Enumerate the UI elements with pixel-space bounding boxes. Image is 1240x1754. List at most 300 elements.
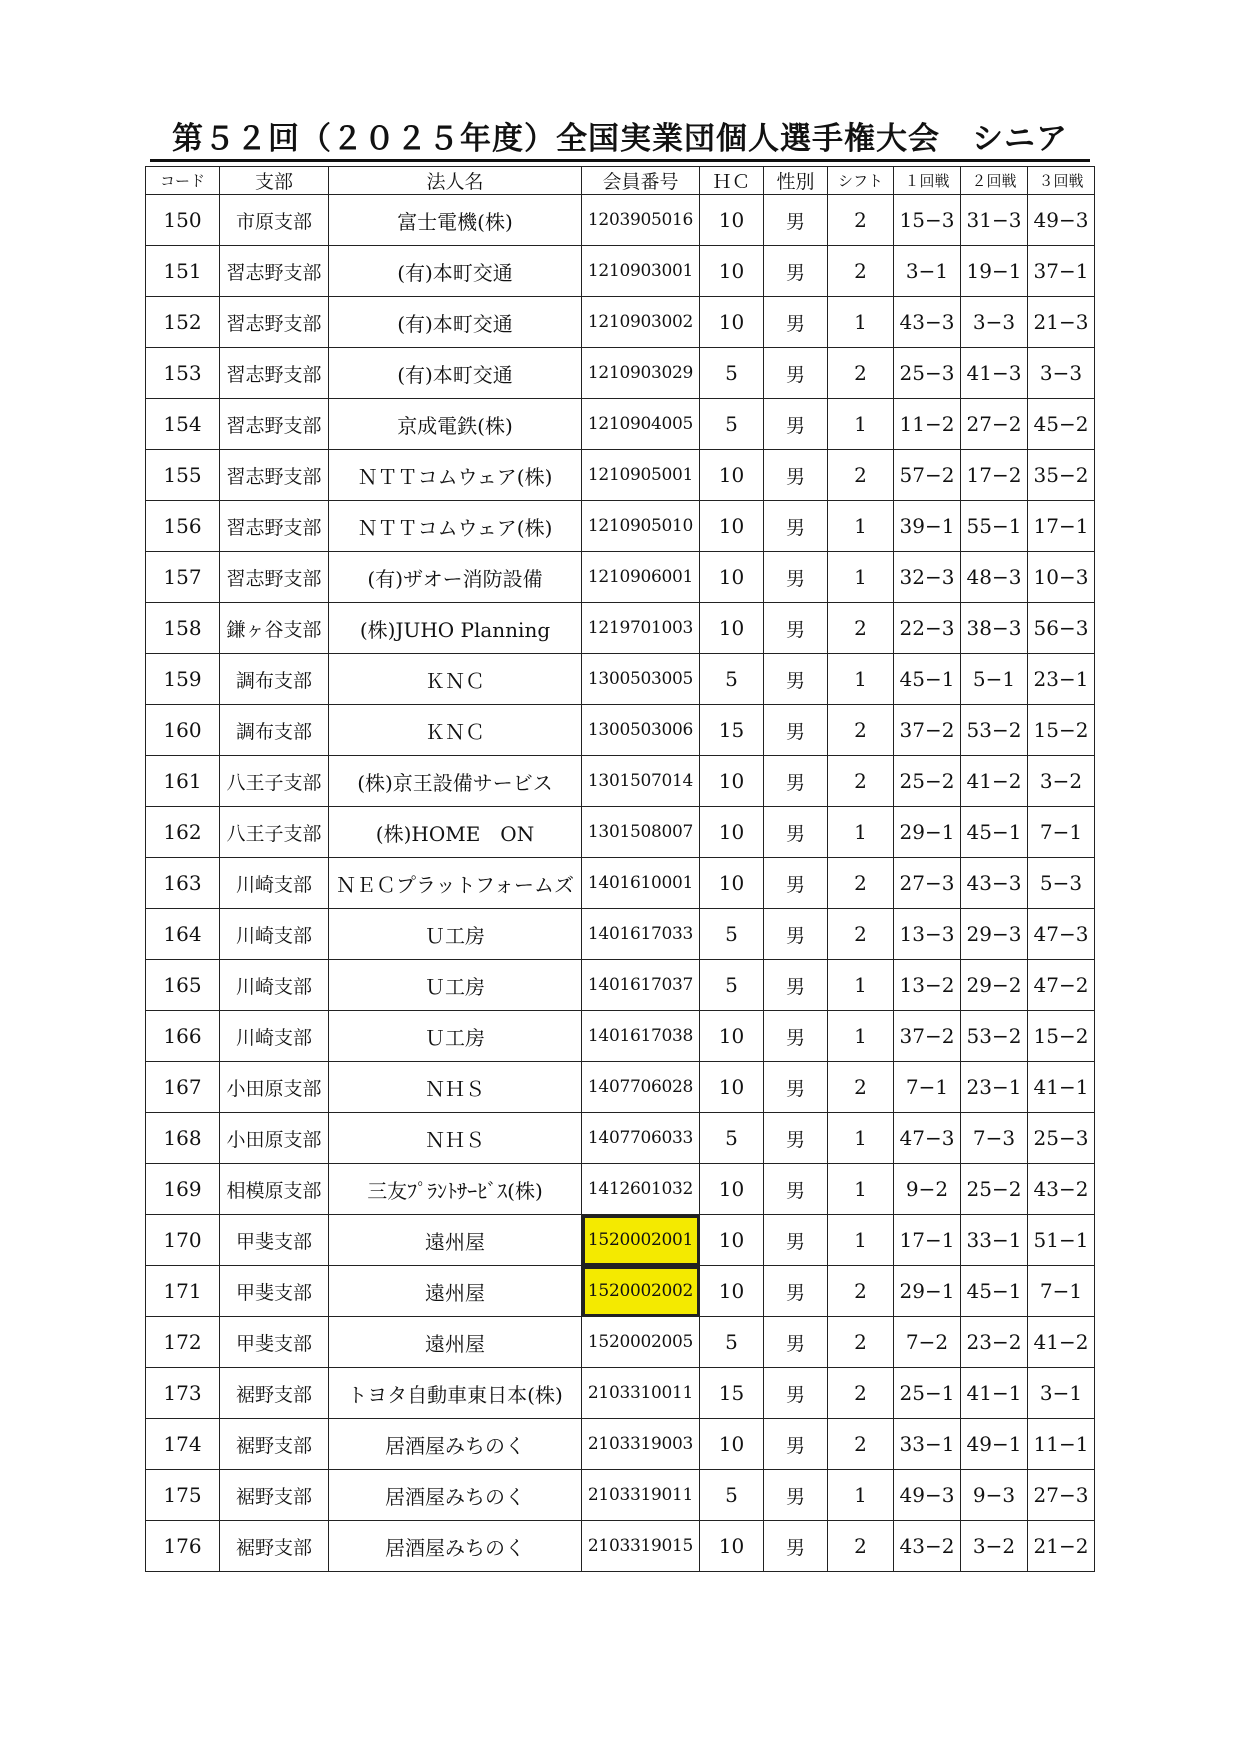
- cell-member-number: 1210903029: [582, 348, 700, 399]
- cell-round2: 48−3: [961, 552, 1028, 603]
- cell-corp: (株)HOME ON: [329, 807, 582, 858]
- cell-round1: 27−3: [894, 858, 961, 909]
- cell-sex: 男: [764, 195, 828, 246]
- cell-branch: 習志野支部: [220, 246, 329, 297]
- table-row: [146, 1419, 1095, 1470]
- cell-branch: 川崎支部: [220, 960, 329, 1011]
- cell-round1: 29−1: [894, 807, 961, 858]
- cell-round2: 33−1: [961, 1215, 1028, 1266]
- cell-round2: 41−1: [961, 1368, 1028, 1419]
- cell-code: 154: [146, 399, 220, 450]
- roster-table: [145, 166, 1095, 1572]
- cell-round3: 11−1: [1028, 1419, 1095, 1470]
- cell-round3: 15−2: [1028, 1011, 1095, 1062]
- cell-round3: 7−1: [1028, 807, 1095, 858]
- cell-code: 152: [146, 297, 220, 348]
- cell-hc: 5: [700, 399, 764, 450]
- cell-code: 156: [146, 501, 220, 552]
- cell-code: 161: [146, 756, 220, 807]
- cell-member-number: 1300503006: [582, 705, 700, 756]
- cell-round2: 53−2: [961, 705, 1028, 756]
- cell-round1: 7−1: [894, 1062, 961, 1113]
- cell-round1: 49−3: [894, 1470, 961, 1521]
- cell-shift: 2: [828, 1266, 894, 1317]
- cell-code: 164: [146, 909, 220, 960]
- table-row: [146, 297, 1095, 348]
- table-row: [146, 450, 1095, 501]
- cell-round3: 10−3: [1028, 552, 1095, 603]
- cell-member-number: 1219701003: [582, 603, 700, 654]
- cell-hc: 10: [700, 1521, 764, 1572]
- cell-round3: 51−1: [1028, 1215, 1095, 1266]
- cell-corp: 居酒屋みちのく: [329, 1419, 582, 1470]
- cell-sex: 男: [764, 552, 828, 603]
- cell-round1: 25−1: [894, 1368, 961, 1419]
- cell-branch: 習志野支部: [220, 501, 329, 552]
- cell-sex: 男: [764, 1368, 828, 1419]
- cell-round1: 11−2: [894, 399, 961, 450]
- cell-round1: 15−3: [894, 195, 961, 246]
- cell-member-number: 1210904005: [582, 399, 700, 450]
- cell-code: 167: [146, 1062, 220, 1113]
- cell-branch: 習志野支部: [220, 552, 329, 603]
- cell-member-number: 1300503005: [582, 654, 700, 705]
- table-row: [146, 1266, 1095, 1317]
- cell-round2: 38−3: [961, 603, 1028, 654]
- cell-shift: 1: [828, 297, 894, 348]
- cell-shift: 1: [828, 501, 894, 552]
- table-row: [146, 705, 1095, 756]
- table-row: [146, 246, 1095, 297]
- cell-code: 170: [146, 1215, 220, 1266]
- cell-round3: 5−3: [1028, 858, 1095, 909]
- cell-round1: 22−3: [894, 603, 961, 654]
- cell-corp: 遠州屋: [329, 1266, 582, 1317]
- cell-hc: 10: [700, 858, 764, 909]
- cell-hc: 10: [700, 552, 764, 603]
- cell-corp: ＮＨＳ: [329, 1062, 582, 1113]
- cell-shift: 2: [828, 858, 894, 909]
- cell-round3: 17−1: [1028, 501, 1095, 552]
- cell-member-number: 1210905001: [582, 450, 700, 501]
- cell-round1: 13−2: [894, 960, 961, 1011]
- cell-round3: 3−2: [1028, 756, 1095, 807]
- cell-branch: 小田原支部: [220, 1113, 329, 1164]
- cell-round1: 39−1: [894, 501, 961, 552]
- cell-shift: 1: [828, 654, 894, 705]
- cell-code: 159: [146, 654, 220, 705]
- cell-sex: 男: [764, 348, 828, 399]
- cell-sex: 男: [764, 1317, 828, 1368]
- table-row: [146, 195, 1095, 246]
- cell-code: 155: [146, 450, 220, 501]
- cell-member-number: 1401617038: [582, 1011, 700, 1062]
- cell-sex: 男: [764, 603, 828, 654]
- cell-sex: 男: [764, 450, 828, 501]
- cell-code: 176: [146, 1521, 220, 1572]
- cell-round1: 29−1: [894, 1266, 961, 1317]
- page-title: 第５２回（２０２５年度）全国実業団個人選手権大会 シニア: [172, 121, 1068, 157]
- table-row: [146, 1113, 1095, 1164]
- cell-round2: 23−1: [961, 1062, 1028, 1113]
- roster-body: [146, 195, 1095, 1572]
- cell-branch: 習志野支部: [220, 297, 329, 348]
- cell-sex: 男: [764, 756, 828, 807]
- cell-round3: 25−3: [1028, 1113, 1095, 1164]
- table-row: [146, 1317, 1095, 1368]
- cell-sex: 男: [764, 654, 828, 705]
- cell-round3: 23−1: [1028, 654, 1095, 705]
- cell-corp: (有)ザオー消防設備: [329, 552, 582, 603]
- cell-hc: 5: [700, 1113, 764, 1164]
- cell-member-number: 2103319011: [582, 1470, 700, 1521]
- cell-hc: 5: [700, 1317, 764, 1368]
- cell-round1: 25−3: [894, 348, 961, 399]
- cell-round3: 47−2: [1028, 960, 1095, 1011]
- cell-shift: 1: [828, 552, 894, 603]
- table-row: [146, 1062, 1095, 1113]
- cell-member-number: 1301508007: [582, 807, 700, 858]
- cell-shift: 2: [828, 603, 894, 654]
- cell-corp: 遠州屋: [329, 1317, 582, 1368]
- cell-member-number: 1210906001: [582, 552, 700, 603]
- cell-round2: 29−3: [961, 909, 1028, 960]
- col-header-hc: ＨＣ: [700, 167, 764, 195]
- col-header-round3: ３回戦: [1028, 167, 1095, 195]
- cell-round1: 32−3: [894, 552, 961, 603]
- cell-shift: 2: [828, 348, 894, 399]
- cell-round3: 35−2: [1028, 450, 1095, 501]
- cell-hc: 10: [700, 1419, 764, 1470]
- cell-round3: 27−3: [1028, 1470, 1095, 1521]
- cell-corp: ＫＮＣ: [329, 654, 582, 705]
- cell-hc: 10: [700, 195, 764, 246]
- cell-hc: 10: [700, 450, 764, 501]
- cell-member-number: 1407706033: [582, 1113, 700, 1164]
- cell-shift: 1: [828, 807, 894, 858]
- cell-sex: 男: [764, 858, 828, 909]
- cell-branch: 調布支部: [220, 654, 329, 705]
- cell-sex: 男: [764, 705, 828, 756]
- col-header-member: 会員番号: [582, 167, 700, 195]
- cell-round3: 43−2: [1028, 1164, 1095, 1215]
- cell-shift: 2: [828, 756, 894, 807]
- cell-branch: 川崎支部: [220, 909, 329, 960]
- cell-shift: 2: [828, 909, 894, 960]
- cell-code: 173: [146, 1368, 220, 1419]
- cell-branch: 裾野支部: [220, 1521, 329, 1572]
- cell-shift: 1: [828, 399, 894, 450]
- cell-round2: 17−2: [961, 450, 1028, 501]
- cell-shift: 2: [828, 1419, 894, 1470]
- cell-shift: 2: [828, 195, 894, 246]
- cell-corp: ＫＮＣ: [329, 705, 582, 756]
- cell-branch: 裾野支部: [220, 1470, 329, 1521]
- cell-corp: (有)本町交通: [329, 297, 582, 348]
- cell-member-number: 1401617033: [582, 909, 700, 960]
- cell-code: 151: [146, 246, 220, 297]
- cell-member-number: 1520002001: [582, 1215, 700, 1266]
- table-row: [146, 960, 1095, 1011]
- title-underline: [150, 159, 1090, 162]
- table-row: [146, 603, 1095, 654]
- cell-hc: 10: [700, 246, 764, 297]
- cell-shift: 2: [828, 450, 894, 501]
- cell-member-number: 1520002005: [582, 1317, 700, 1368]
- cell-member-number: 1203905016: [582, 195, 700, 246]
- cell-round1: 17−1: [894, 1215, 961, 1266]
- cell-code: 175: [146, 1470, 220, 1521]
- cell-corp: (株)JUHO Planning: [329, 603, 582, 654]
- col-header-shift: シフト: [828, 167, 894, 195]
- cell-corp: (有)本町交通: [329, 246, 582, 297]
- table-row: [146, 1368, 1095, 1419]
- table-row: [146, 399, 1095, 450]
- cell-corp: Ｕ工房: [329, 909, 582, 960]
- cell-shift: 2: [828, 705, 894, 756]
- cell-round2: 55−1: [961, 501, 1028, 552]
- cell-round3: 3−3: [1028, 348, 1095, 399]
- col-header-sex: 性別: [764, 167, 828, 195]
- cell-branch: 相模原支部: [220, 1164, 329, 1215]
- cell-round3: 15−2: [1028, 705, 1095, 756]
- cell-round3: 41−2: [1028, 1317, 1095, 1368]
- cell-round3: 7−1: [1028, 1266, 1095, 1317]
- cell-round2: 7−3: [961, 1113, 1028, 1164]
- cell-hc: 15: [700, 1368, 764, 1419]
- cell-branch: 八王子支部: [220, 756, 329, 807]
- cell-corp: ＮＴＴコムウェア(株): [329, 450, 582, 501]
- cell-round1: 43−3: [894, 297, 961, 348]
- cell-round1: 9−2: [894, 1164, 961, 1215]
- cell-sex: 男: [764, 399, 828, 450]
- cell-round2: 43−3: [961, 858, 1028, 909]
- cell-sex: 男: [764, 1215, 828, 1266]
- cell-code: 174: [146, 1419, 220, 1470]
- cell-round2: 41−2: [961, 756, 1028, 807]
- cell-corp: 京成電鉄(株): [329, 399, 582, 450]
- table-row: [146, 348, 1095, 399]
- cell-branch: 八王子支部: [220, 807, 329, 858]
- cell-code: 168: [146, 1113, 220, 1164]
- cell-round2: 23−2: [961, 1317, 1028, 1368]
- cell-corp: (株)京王設備サービス: [329, 756, 582, 807]
- cell-shift: 2: [828, 246, 894, 297]
- cell-hc: 15: [700, 705, 764, 756]
- col-header-code: コード: [146, 167, 220, 195]
- cell-round2: 27−2: [961, 399, 1028, 450]
- cell-hc: 10: [700, 1266, 764, 1317]
- cell-sex: 男: [764, 297, 828, 348]
- cell-shift: 2: [828, 1368, 894, 1419]
- cell-branch: 甲斐支部: [220, 1317, 329, 1368]
- cell-hc: 10: [700, 1062, 764, 1113]
- cell-round3: 47−3: [1028, 909, 1095, 960]
- cell-round1: 3−1: [894, 246, 961, 297]
- cell-hc: 10: [700, 1011, 764, 1062]
- cell-member-number: 1210905010: [582, 501, 700, 552]
- cell-branch: 裾野支部: [220, 1368, 329, 1419]
- cell-round2: 45−1: [961, 1266, 1028, 1317]
- cell-round2: 3−3: [961, 297, 1028, 348]
- cell-hc: 5: [700, 348, 764, 399]
- cell-member-number: 1401610001: [582, 858, 700, 909]
- cell-corp: Ｕ工房: [329, 960, 582, 1011]
- cell-round2: 53−2: [961, 1011, 1028, 1062]
- cell-code: 153: [146, 348, 220, 399]
- cell-round3: 21−3: [1028, 297, 1095, 348]
- cell-round1: 45−1: [894, 654, 961, 705]
- cell-round2: 25−2: [961, 1164, 1028, 1215]
- cell-sex: 男: [764, 909, 828, 960]
- table-row: [146, 501, 1095, 552]
- cell-member-number: 1210903002: [582, 297, 700, 348]
- cell-round2: 29−2: [961, 960, 1028, 1011]
- cell-corp: 居酒屋みちのく: [329, 1521, 582, 1572]
- cell-shift: 2: [828, 1317, 894, 1368]
- table-row: [146, 909, 1095, 960]
- table-row: [146, 1521, 1095, 1572]
- cell-member-number: 1401617037: [582, 960, 700, 1011]
- cell-round2: 41−3: [961, 348, 1028, 399]
- cell-round3: 49−3: [1028, 195, 1095, 246]
- cell-sex: 男: [764, 501, 828, 552]
- cell-corp: 居酒屋みちのく: [329, 1470, 582, 1521]
- cell-corp: ＮＨＳ: [329, 1113, 582, 1164]
- cell-branch: 川崎支部: [220, 1011, 329, 1062]
- cell-code: 165: [146, 960, 220, 1011]
- cell-shift: 1: [828, 1011, 894, 1062]
- cell-code: 150: [146, 195, 220, 246]
- cell-branch: 鎌ヶ谷支部: [220, 603, 329, 654]
- table-row: [146, 756, 1095, 807]
- table-row: [146, 1164, 1095, 1215]
- cell-round2: 9−3: [961, 1470, 1028, 1521]
- cell-code: 160: [146, 705, 220, 756]
- cell-member-number: 1301507014: [582, 756, 700, 807]
- cell-round1: 13−3: [894, 909, 961, 960]
- col-header-corp: 法人名: [329, 167, 582, 195]
- cell-shift: 1: [828, 1470, 894, 1521]
- cell-code: 163: [146, 858, 220, 909]
- cell-sex: 男: [764, 1164, 828, 1215]
- cell-corp: ＮＴＴコムウェア(株): [329, 501, 582, 552]
- cell-branch: 市原支部: [220, 195, 329, 246]
- cell-sex: 男: [764, 1419, 828, 1470]
- cell-round1: 37−2: [894, 705, 961, 756]
- cell-round2: 5−1: [961, 654, 1028, 705]
- cell-corp: Ｕ工房: [329, 1011, 582, 1062]
- cell-corp: 富士電機(株): [329, 195, 582, 246]
- cell-branch: 習志野支部: [220, 450, 329, 501]
- cell-round3: 21−2: [1028, 1521, 1095, 1572]
- cell-round1: 57−2: [894, 450, 961, 501]
- cell-code: 158: [146, 603, 220, 654]
- cell-round3: 45−2: [1028, 399, 1095, 450]
- cell-round1: 43−2: [894, 1521, 961, 1572]
- table-row: [146, 807, 1095, 858]
- cell-branch: 習志野支部: [220, 399, 329, 450]
- cell-code: 171: [146, 1266, 220, 1317]
- col-header-round2: ２回戦: [961, 167, 1028, 195]
- cell-round1: 37−2: [894, 1011, 961, 1062]
- cell-shift: 2: [828, 1062, 894, 1113]
- cell-branch: 習志野支部: [220, 348, 329, 399]
- cell-round1: 47−3: [894, 1113, 961, 1164]
- cell-hc: 10: [700, 1164, 764, 1215]
- cell-hc: 10: [700, 297, 764, 348]
- cell-sex: 男: [764, 1266, 828, 1317]
- cell-round3: 3−1: [1028, 1368, 1095, 1419]
- cell-code: 169: [146, 1164, 220, 1215]
- table-row: [146, 654, 1095, 705]
- cell-code: 157: [146, 552, 220, 603]
- cell-member-number: 2103319015: [582, 1521, 700, 1572]
- cell-hc: 10: [700, 603, 764, 654]
- cell-corp: (有)本町交通: [329, 348, 582, 399]
- cell-sex: 男: [764, 1062, 828, 1113]
- cell-round3: 41−1: [1028, 1062, 1095, 1113]
- table-row: [146, 1011, 1095, 1062]
- cell-shift: 2: [828, 1521, 894, 1572]
- cell-hc: 10: [700, 807, 764, 858]
- header-row: [146, 167, 1095, 195]
- cell-corp: 三友ﾌﾟﾗﾝﾄｻｰﾋﾞｽ(株): [329, 1164, 582, 1215]
- table-row: [146, 552, 1095, 603]
- cell-branch: 調布支部: [220, 705, 329, 756]
- col-header-branch: 支部: [220, 167, 329, 195]
- cell-branch: 小田原支部: [220, 1062, 329, 1113]
- cell-member-number: 1407706028: [582, 1062, 700, 1113]
- cell-hc: 10: [700, 1215, 764, 1266]
- cell-branch: 甲斐支部: [220, 1266, 329, 1317]
- cell-shift: 1: [828, 1164, 894, 1215]
- cell-corp: トヨタ自動車東日本(株): [329, 1368, 582, 1419]
- cell-shift: 1: [828, 1215, 894, 1266]
- cell-round1: 7−2: [894, 1317, 961, 1368]
- cell-code: 166: [146, 1011, 220, 1062]
- cell-branch: 裾野支部: [220, 1419, 329, 1470]
- cell-round2: 19−1: [961, 246, 1028, 297]
- cell-sex: 男: [764, 246, 828, 297]
- cell-hc: 10: [700, 501, 764, 552]
- cell-hc: 5: [700, 909, 764, 960]
- cell-sex: 男: [764, 1470, 828, 1521]
- cell-sex: 男: [764, 1011, 828, 1062]
- cell-round2: 31−3: [961, 195, 1028, 246]
- cell-shift: 1: [828, 960, 894, 1011]
- cell-sex: 男: [764, 1521, 828, 1572]
- cell-hc: 10: [700, 756, 764, 807]
- cell-member-number: 1412601032: [582, 1164, 700, 1215]
- cell-branch: 甲斐支部: [220, 1215, 329, 1266]
- cell-shift: 1: [828, 1113, 894, 1164]
- table-row: [146, 1215, 1095, 1266]
- cell-hc: 5: [700, 1470, 764, 1521]
- cell-sex: 男: [764, 1113, 828, 1164]
- table-row: [146, 858, 1095, 909]
- cell-sex: 男: [764, 960, 828, 1011]
- cell-member-number: 2103319003: [582, 1419, 700, 1470]
- cell-code: 172: [146, 1317, 220, 1368]
- cell-hc: 5: [700, 960, 764, 1011]
- cell-branch: 川崎支部: [220, 858, 329, 909]
- cell-round3: 37−1: [1028, 246, 1095, 297]
- cell-round1: 33−1: [894, 1419, 961, 1470]
- cell-code: 162: [146, 807, 220, 858]
- cell-sex: 男: [764, 807, 828, 858]
- cell-member-number: 1210903001: [582, 246, 700, 297]
